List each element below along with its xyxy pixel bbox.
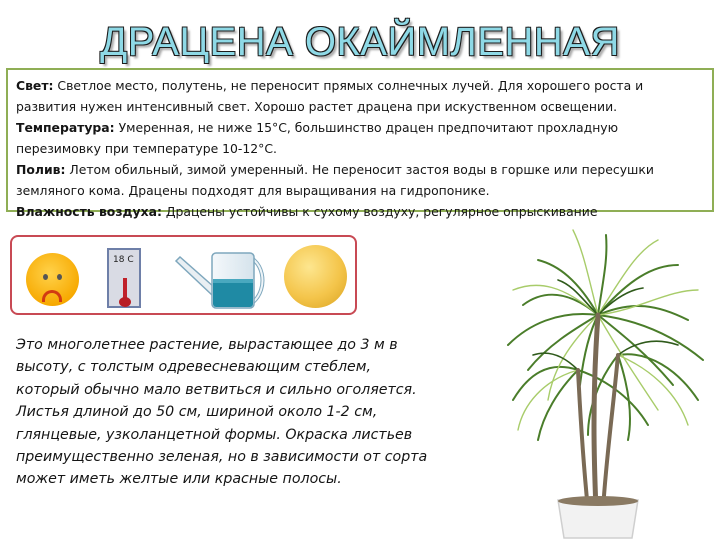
care-light: [16, 75, 704, 117]
plant-description: Это многолетнее растение, вырастающее до 3 м в высоту, с толстым одревесневающим стеблем, который обычно мало ветвиться и сильно оголяется. Листья длиной до 50 см, шириной около 1-2 см, глянцевые, узколанцетной формы. Окраска листьев преимущественно зеленая, но в зависимости от сорта может иметь желтые или красные полосы.: [16, 337, 428, 488]
care-watering: [16, 159, 704, 201]
right-eye: [57, 274, 62, 280]
thermometer-label: 18 С: [113, 255, 134, 265]
care-humidity-label: Влажность воздуха:: [16, 204, 162, 219]
care-temperature-text: Умеренная, не ниже 15°С, большинство драцен предпочитают прохладную перезимовку при температуре 10-12°С.: [16, 120, 619, 156]
watering-can-icon: [172, 243, 272, 313]
page-title: ДРАЦЕНА ОКАЙМЛЕННАЯ: [100, 20, 620, 64]
frown-face-icon: [26, 253, 79, 306]
care-info-box: [6, 68, 714, 219]
dracaena-plant-image: [488, 220, 720, 540]
thermometer-bulb: [119, 297, 131, 307]
pot-soil: [558, 496, 638, 506]
plant-trunks: [578, 315, 618, 510]
sun-disk-icon: [284, 245, 347, 308]
care-watering-label: Полив:: [16, 162, 66, 177]
care-light-text: Светлое место, полутень, не переносит прямых солнечных лучей. Для хорошего роста и развития нужен интенсивный свет. Хорошо растет драцена при искуственном освещении.: [16, 78, 644, 114]
care-humidity: [16, 201, 704, 222]
care-icons-panel: [10, 235, 357, 315]
thermometer-icon: [107, 248, 141, 308]
care-temperature-label: Температура:: [16, 120, 115, 135]
care-humidity-text: Драцены устойчивы к сухому воздуху, регулярное опрыскивание: [161, 204, 598, 219]
frown-mouth: [42, 290, 62, 302]
care-light-label: Свет:: [16, 78, 54, 93]
left-eye: [43, 274, 48, 280]
plant-leaves: [508, 230, 703, 440]
care-temperature: [16, 117, 704, 159]
care-watering-text: Летом обильный, зимой умеренный. Не переносит застоя воды в горшке или пересушки земляного кома. Драцены подходят для выращивания на гидропонике.: [16, 162, 654, 198]
